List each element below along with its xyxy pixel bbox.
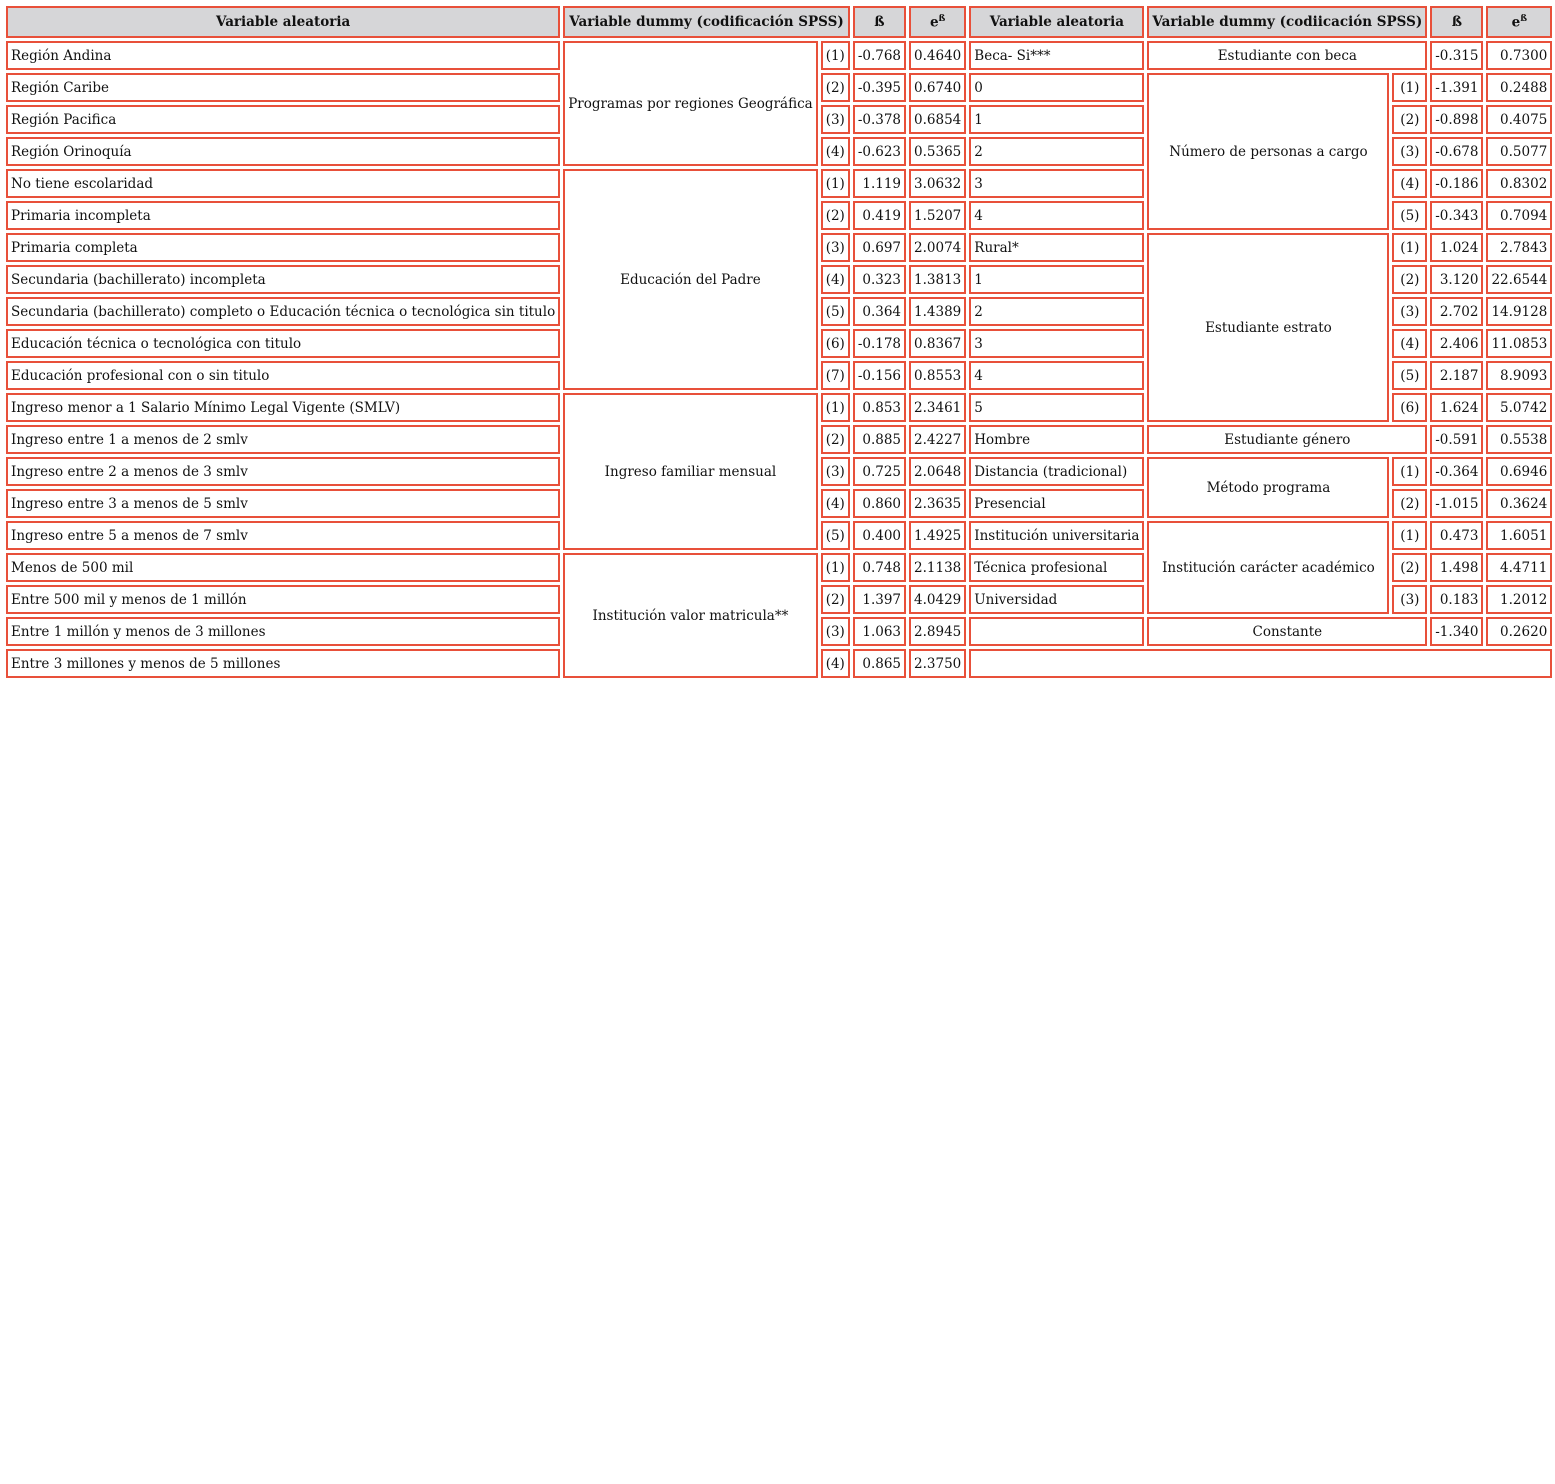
left-code: (3) xyxy=(821,105,850,134)
left-exp: 3.0632 xyxy=(909,169,966,198)
right-exp: 2.7843 xyxy=(1486,233,1552,262)
left-group-matricula: Institución valor matricula** xyxy=(563,553,817,678)
left-exp: 1.3813 xyxy=(909,265,966,294)
right-exp: 1.6051 xyxy=(1486,521,1552,550)
left-code: (1) xyxy=(821,41,850,70)
right-beta: -0.364 xyxy=(1430,457,1483,486)
left-code: (4) xyxy=(821,265,850,294)
right-code: (1) xyxy=(1392,73,1427,102)
right-label: 0 xyxy=(969,73,1144,102)
right-beta: 0.183 xyxy=(1430,585,1483,614)
right-exp: 0.6946 xyxy=(1486,457,1552,486)
header-variable-aleatoria-right: Variable aleatoria xyxy=(969,6,1144,38)
left-label: Entre 500 mil y menos de 1 millón xyxy=(6,585,560,614)
header-exp-beta-right xyxy=(1486,6,1552,38)
right-exp: 11.0853 xyxy=(1486,329,1552,358)
left-code: (7) xyxy=(821,361,850,390)
right-beta: 3.120 xyxy=(1430,265,1483,294)
right-beta: -0.678 xyxy=(1430,137,1483,166)
right-beta: -0.898 xyxy=(1430,105,1483,134)
left-code: (2) xyxy=(821,201,850,230)
left-beta: 0.865 xyxy=(853,649,906,678)
header-beta-right: ß xyxy=(1430,6,1483,38)
right-label: Institución universitaria xyxy=(969,521,1144,550)
right-label: 2 xyxy=(969,137,1144,166)
right-exp: 0.5538 xyxy=(1486,425,1552,454)
left-exp: 0.6740 xyxy=(909,73,966,102)
left-beta: 0.419 xyxy=(853,201,906,230)
right-beta: -0.591 xyxy=(1430,425,1483,454)
left-code: (1) xyxy=(821,169,850,198)
left-exp: 1.5207 xyxy=(909,201,966,230)
right-beta: -1.015 xyxy=(1430,489,1483,518)
header-exp-sup-right: ß xyxy=(1520,13,1528,24)
right-label: 3 xyxy=(969,169,1144,198)
left-beta: -0.395 xyxy=(853,73,906,102)
right-beta: -0.343 xyxy=(1430,201,1483,230)
right-label: Hombre xyxy=(969,425,1144,454)
left-code: (5) xyxy=(821,521,850,550)
right-label: 4 xyxy=(969,201,1144,230)
right-exp: 0.8302 xyxy=(1486,169,1552,198)
left-beta: -0.178 xyxy=(853,329,906,358)
left-group-educacion: Educación del Padre xyxy=(563,169,817,390)
left-label: Menos de 500 mil xyxy=(6,553,560,582)
left-beta: 0.697 xyxy=(853,233,906,262)
left-exp: 2.3461 xyxy=(909,393,966,422)
right-code: (5) xyxy=(1392,361,1427,390)
table-row xyxy=(6,41,1552,70)
left-beta: 0.885 xyxy=(853,425,906,454)
right-group-metodo: Método programa xyxy=(1147,457,1389,518)
left-label: Educación técnica o tecnológica con titulo xyxy=(6,329,560,358)
left-code: (5) xyxy=(821,297,850,326)
header-exp-base-right: e xyxy=(1511,14,1521,31)
right-exp: 0.2620 xyxy=(1486,617,1552,646)
header-beta: ß xyxy=(853,6,906,38)
right-group-genero: Estudiante género xyxy=(1147,425,1427,454)
right-beta: 2.406 xyxy=(1430,329,1483,358)
right-group-estrato: Estudiante estrato xyxy=(1147,233,1389,422)
header-variable-dummy: Variable dummy (codificación SPSS) xyxy=(563,6,850,38)
right-label: 5 xyxy=(969,393,1144,422)
left-beta: 0.853 xyxy=(853,393,906,422)
left-code: (4) xyxy=(821,137,850,166)
right-label: 4 xyxy=(969,361,1144,390)
left-code: (3) xyxy=(821,233,850,262)
left-code: (2) xyxy=(821,425,850,454)
right-label: 1 xyxy=(969,265,1144,294)
right-beta: 0.473 xyxy=(1430,521,1483,550)
left-exp: 2.3635 xyxy=(909,489,966,518)
right-code: (2) xyxy=(1392,489,1427,518)
right-beta: 2.187 xyxy=(1430,361,1483,390)
left-exp: 2.8945 xyxy=(909,617,966,646)
left-beta: -0.623 xyxy=(853,137,906,166)
left-exp: 1.4925 xyxy=(909,521,966,550)
left-exp: 0.8367 xyxy=(909,329,966,358)
right-label: Universidad xyxy=(969,585,1144,614)
left-beta: 0.860 xyxy=(853,489,906,518)
right-exp: 0.2488 xyxy=(1486,73,1552,102)
right-exp: 8.9093 xyxy=(1486,361,1552,390)
left-beta: 1.063 xyxy=(853,617,906,646)
right-exp: 14.9128 xyxy=(1486,297,1552,326)
right-code: (1) xyxy=(1392,233,1427,262)
right-group-personas: Número de personas a cargo xyxy=(1147,73,1389,230)
left-exp: 2.4227 xyxy=(909,425,966,454)
left-code: (3) xyxy=(821,617,850,646)
right-code: (6) xyxy=(1392,393,1427,422)
left-label: Secundaria (bachillerato) incompleta xyxy=(6,265,560,294)
header-exp-base: e xyxy=(929,14,939,31)
left-exp: 0.4640 xyxy=(909,41,966,70)
right-beta: -1.340 xyxy=(1430,617,1483,646)
right-code: (1) xyxy=(1392,521,1427,550)
left-code: (3) xyxy=(821,457,850,486)
left-code: (2) xyxy=(821,73,850,102)
right-label: Técnica profesional xyxy=(969,553,1144,582)
header-variable-dummy-right: Variable dummy (codiicación SPSS) xyxy=(1147,6,1427,38)
left-label: Entre 1 millón y menos de 3 millones xyxy=(6,617,560,646)
right-beta: -0.186 xyxy=(1430,169,1483,198)
right-label: 1 xyxy=(969,105,1144,134)
right-code: (2) xyxy=(1392,265,1427,294)
right-exp: 0.4075 xyxy=(1486,105,1552,134)
empty-cell xyxy=(969,649,1552,678)
left-code: (4) xyxy=(821,489,850,518)
left-beta: 0.323 xyxy=(853,265,906,294)
left-exp: 2.1138 xyxy=(909,553,966,582)
left-beta: -0.768 xyxy=(853,41,906,70)
right-exp: 4.4711 xyxy=(1486,553,1552,582)
left-beta: 0.725 xyxy=(853,457,906,486)
left-beta: -0.156 xyxy=(853,361,906,390)
left-beta: 0.400 xyxy=(853,521,906,550)
right-group-constante: Constante xyxy=(1147,617,1427,646)
left-beta: 1.119 xyxy=(853,169,906,198)
left-code: (4) xyxy=(821,649,850,678)
right-code: (4) xyxy=(1392,169,1427,198)
left-label: Región Caribe xyxy=(6,73,560,102)
right-beta: -0.315 xyxy=(1430,41,1483,70)
right-label-empty xyxy=(969,617,1144,646)
right-label: Distancia (tradicional) xyxy=(969,457,1144,486)
left-code: (1) xyxy=(821,553,850,582)
right-label: Rural* xyxy=(969,233,1144,262)
regression-table-container xyxy=(3,3,1555,681)
left-label: No tiene escolaridad xyxy=(6,169,560,198)
header-exp-beta xyxy=(909,6,966,38)
right-exp: 1.2012 xyxy=(1486,585,1552,614)
right-label: Beca- Si*** xyxy=(969,41,1144,70)
left-beta: 0.364 xyxy=(853,297,906,326)
right-code: (1) xyxy=(1392,457,1427,486)
header-variable-aleatoria: Variable aleatoria xyxy=(6,6,560,38)
right-exp: 0.5077 xyxy=(1486,137,1552,166)
left-label: Primaria incompleta xyxy=(6,201,560,230)
left-label: Ingreso entre 5 a menos de 7 smlv xyxy=(6,521,560,550)
left-label: Primaria completa xyxy=(6,233,560,262)
left-exp: 2.3750 xyxy=(909,649,966,678)
right-group-beca: Estudiante con beca xyxy=(1147,41,1427,70)
right-code: (3) xyxy=(1392,297,1427,326)
left-exp: 0.8553 xyxy=(909,361,966,390)
right-code: (4) xyxy=(1392,329,1427,358)
left-label: Ingreso entre 2 a menos de 3 smlv xyxy=(6,457,560,486)
right-code: (3) xyxy=(1392,585,1427,614)
right-label: 2 xyxy=(969,297,1144,326)
left-label: Entre 3 millones y menos de 5 millones xyxy=(6,649,560,678)
left-label: Educación profesional con o sin titulo xyxy=(6,361,560,390)
right-exp: 0.7300 xyxy=(1486,41,1552,70)
left-exp: 0.5365 xyxy=(909,137,966,166)
left-label: Ingreso entre 1 a menos de 2 smlv xyxy=(6,425,560,454)
left-beta: 1.397 xyxy=(853,585,906,614)
right-beta: 2.702 xyxy=(1430,297,1483,326)
left-code: (2) xyxy=(821,585,850,614)
right-code: (2) xyxy=(1392,553,1427,582)
left-label: Ingreso menor a 1 Salario Mínimo Legal Vigente (SMLV) xyxy=(6,393,560,422)
left-code: (6) xyxy=(821,329,850,358)
right-code: (3) xyxy=(1392,137,1427,166)
left-beta: 0.748 xyxy=(853,553,906,582)
left-exp: 0.6854 xyxy=(909,105,966,134)
regression-table xyxy=(3,3,1555,681)
left-label: Región Orinoquía xyxy=(6,137,560,166)
left-exp: 4.0429 xyxy=(909,585,966,614)
left-group-ingreso: Ingreso familiar mensual xyxy=(563,393,817,550)
left-label: Ingreso entre 3 a menos de 5 smlv xyxy=(6,489,560,518)
header-row xyxy=(6,6,1552,38)
left-exp: 2.0648 xyxy=(909,457,966,486)
right-beta: 1.624 xyxy=(1430,393,1483,422)
right-label: Presencial xyxy=(969,489,1144,518)
left-code: (1) xyxy=(821,393,850,422)
right-exp: 0.3624 xyxy=(1486,489,1552,518)
right-beta: 1.498 xyxy=(1430,553,1483,582)
right-beta: -1.391 xyxy=(1430,73,1483,102)
right-group-caracter: Institución carácter académico xyxy=(1147,521,1389,614)
right-code: (5) xyxy=(1392,201,1427,230)
left-label: Secundaria (bachillerato) completo o Educación técnica o tecnológica sin titulo xyxy=(6,297,560,326)
header-exp-sup: ß xyxy=(938,13,946,24)
right-label: 3 xyxy=(969,329,1144,358)
right-code: (2) xyxy=(1392,105,1427,134)
right-exp: 22.6544 xyxy=(1486,265,1552,294)
left-group-regiones: Programas por regiones Geográfica xyxy=(563,41,817,166)
right-exp: 0.7094 xyxy=(1486,201,1552,230)
left-label: Región Andina xyxy=(6,41,560,70)
right-beta: 1.024 xyxy=(1430,233,1483,262)
right-exp: 5.0742 xyxy=(1486,393,1552,422)
left-exp: 2.0074 xyxy=(909,233,966,262)
left-exp: 1.4389 xyxy=(909,297,966,326)
left-beta: -0.378 xyxy=(853,105,906,134)
left-label: Región Pacifica xyxy=(6,105,560,134)
